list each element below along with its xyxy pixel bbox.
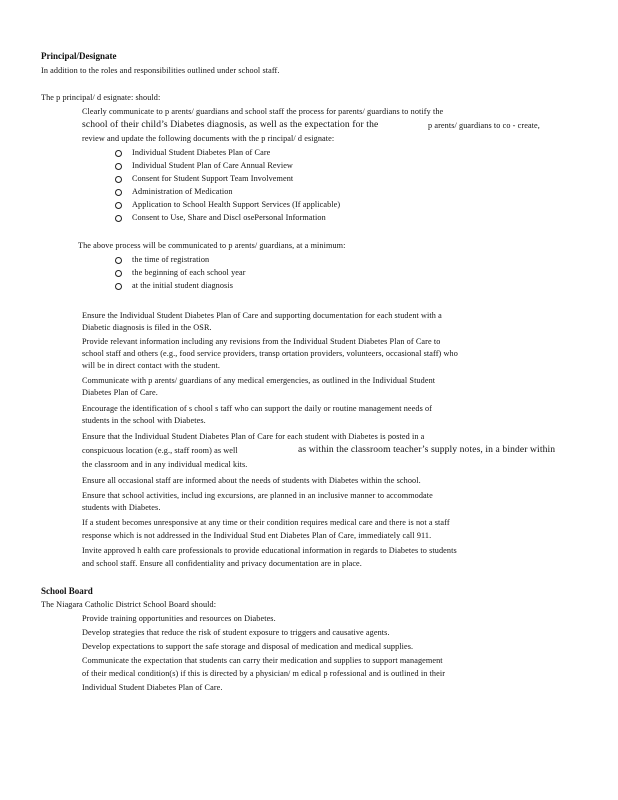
item1-line2b: p arents/ guardians to co - create, xyxy=(428,121,540,130)
circle-bullet-icon xyxy=(115,150,122,157)
item1-line3: review and update the following documents with the p rincipal/ d esignate: xyxy=(82,134,335,143)
board-bullet-line: of their medical condition(s) if this is directed by a physician/ m edical p rofessional and is outlined in their xyxy=(82,669,446,678)
bullet-line: Invite approved h ealth care professionals to provide educational information in regards to Diabetes to students xyxy=(82,546,457,555)
board-heading: School Board xyxy=(41,586,93,596)
communicated-line: The above process will be communicated to p arents/ guardians, at a minimum: xyxy=(78,241,346,250)
principal-should: The p principal/ d esignate: should: xyxy=(41,93,161,102)
sub-item: Individual Student Diabetes Plan of Care xyxy=(132,148,271,157)
bullet-line: response which is not addressed in the Individual Stud ent Diabetes Plan of Care, immediately call 911. xyxy=(82,531,432,540)
bullet-line: school staff and others (e.g., food service providers, transp ortation providers, volunteers, occasional staff) who xyxy=(82,349,458,358)
circle-bullet-icon xyxy=(115,202,122,209)
circle-bullet-icon xyxy=(115,283,122,290)
board-intro: The Niagara Catholic District School Board should: xyxy=(41,600,217,609)
bullet-line: Encourage the identification of s chool s taff who can support the daily or routine management needs of xyxy=(82,404,433,413)
posted-line-b: as within the classroom teacher’s supply notes, in a binder within xyxy=(298,444,556,455)
bullet-line: Ensure all occasional staff are informed about the needs of students with Diabetes within the school. xyxy=(82,476,421,485)
board-bullet-line: Develop strategies that reduce the risk of student exposure to triggers and causative agents. xyxy=(82,628,390,637)
sub-item: Administration of Medication xyxy=(132,187,233,196)
bullet-line: students with Diabetes. xyxy=(82,503,161,512)
bullet-line: If a student becomes unresponsive at any time or their condition requires medical care and there is not a staff xyxy=(82,518,450,527)
circle-bullet-icon xyxy=(115,270,122,277)
sub-item: Individual Student Plan of Care Annual Review xyxy=(132,161,293,170)
item1-line2a: school of their child’s Diabetes diagnosis, as well as the expectation for the xyxy=(82,119,379,130)
sub-item: Consent for Student Support Team Involvement xyxy=(132,174,294,183)
principal-heading: Principal/Designate xyxy=(41,51,117,61)
posted-line-a: conspicuous location (e.g., staff room) as well xyxy=(82,446,238,455)
posted-line-c: the classroom and in any individual medical kits. xyxy=(82,460,248,469)
board-bullet-line: Develop expectations to support the safe storage and disposal of medication and medical supplies. xyxy=(82,642,414,651)
sub-item: Application to School Health Support Services (If applicable) xyxy=(132,200,341,209)
principal-intro: In addition to the roles and responsibilities outlined under school staff. xyxy=(41,66,280,75)
board-bullet-line: Provide training opportunities and resources on Diabetes. xyxy=(82,614,276,623)
bullet-line: and school staff. Ensure all confidentiality and privacy documentation are in place. xyxy=(82,559,362,568)
time-item: at the initial student diagnosis xyxy=(132,281,233,290)
bullet-line: Ensure that the Individual Student Diabetes Plan of Care for each student with Diabetes is posted in a xyxy=(82,432,425,441)
circle-bullet-icon xyxy=(115,163,122,170)
bullet-line: Diabetic diagnosis is filed in the OSR. xyxy=(82,323,212,332)
sub-item: Consent to Use, Share and Discl osePersonal Information xyxy=(132,213,326,222)
bullet-line: Ensure that school activities, includ ing excursions, are planned in an inclusive manner to accommodate xyxy=(82,491,433,500)
bullet-line: will be in direct contact with the student. xyxy=(82,361,220,370)
bullet-line: Diabetes Plan of Care. xyxy=(82,388,158,397)
board-bullet-line: Communicate the expectation that students can carry their medication and supplies to support management xyxy=(82,656,443,665)
bullet-line: Communicate with p arents/ guardians of any medical emergencies, as outlined in the Individual Student xyxy=(82,376,436,385)
time-item: the time of registration xyxy=(132,255,210,264)
item1-line1: Clearly communicate to p arents/ guardians and school staff the process for parents/ guardians to notify the xyxy=(82,107,444,116)
board-bullet-line: Individual Student Diabetes Plan of Care. xyxy=(82,683,223,692)
bullet-line: Provide relevant information including any revisions from the Individual Student Diabetes Plan of Care to xyxy=(82,337,441,346)
circle-bullet-icon xyxy=(115,215,122,222)
circle-bullet-icon xyxy=(115,176,122,183)
circle-bullet-icon xyxy=(115,189,122,196)
bullet-line: students in the school with Diabetes. xyxy=(82,416,206,425)
bullet-line: Ensure the Individual Student Diabetes Plan of Care and supporting documentation for each student with a xyxy=(82,311,442,320)
circle-bullet-icon xyxy=(115,257,122,264)
time-item: the beginning of each school year xyxy=(132,268,246,277)
